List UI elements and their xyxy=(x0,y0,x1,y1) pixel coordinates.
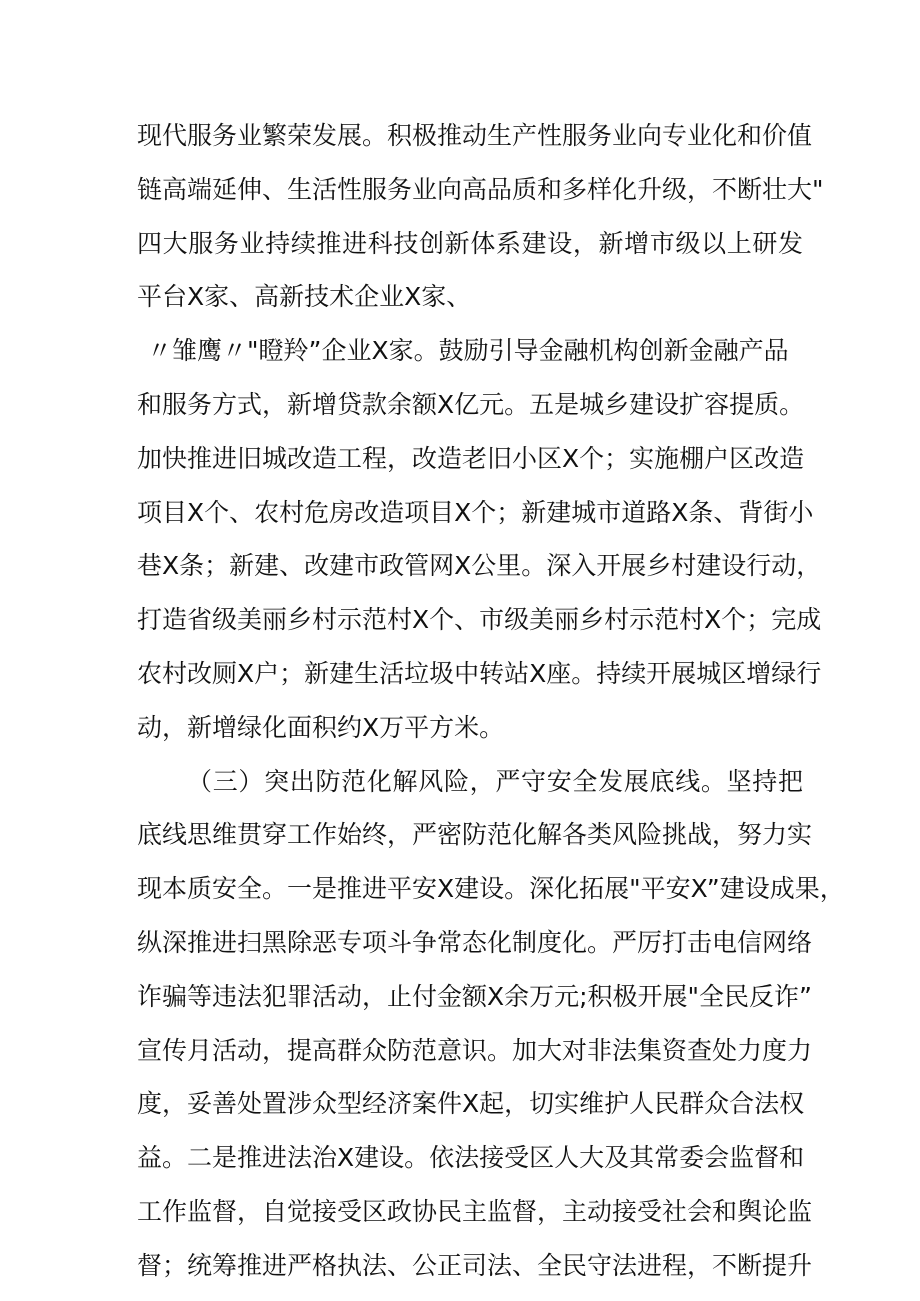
text-line: 和服务方式，新增贷款余额X亿元。五是城乡建设扩容提质。 xyxy=(137,389,805,419)
text-line: 现代服务业繁荣发展。积极推动生产性服务业向专业化和价值 xyxy=(137,121,813,150)
text-line: 动，新增绿化面积约X万平方米。 xyxy=(137,712,505,742)
text-line: 打造省级美丽乡村示范村X个、市级美丽乡村示范村X个；完成 xyxy=(137,605,822,635)
section-heading-line: （三）突出防范化解风险，严守安全发展底线。坚持把 xyxy=(187,766,803,796)
text-line: 平台X家、高新技术企业X家、 xyxy=(137,282,472,312)
text-line: 〃雏鹰〃"瞪羚”企业X家。鼓励引导金融机构创新金融产品 xyxy=(147,336,789,366)
text-line: 现本质安全。一是推进平安X建设。深化拓展"平安X”建设成果， xyxy=(137,874,845,904)
text-line: 底线思维贯穿工作始终，严密防范化解各类风险挑战，努力实 xyxy=(137,820,813,850)
text-line: 益。二是推进法治X建设。依法接受区人大及其常委会监督和 xyxy=(137,1143,805,1173)
text-line: 度，妥善处置涉众型经济案件X起，切实维护人民群众合法权 xyxy=(137,1089,805,1119)
text-line: 农村改厕X户；新建生活垃圾中转站X座。持续开展城区增绿行 xyxy=(137,658,822,688)
text-line: 巷X条；新建、改建市政管网X公里。深入开展乡村建设行动， xyxy=(137,551,822,581)
text-line: 督；统筹推进严格执法、公正司法、全民守法进程，不断提升 xyxy=(137,1250,813,1280)
text-line: 宣传月活动，提高群众防范意识。加大对非法集资查处力度力 xyxy=(137,1035,813,1065)
text-line: 诈骗等违法犯罪活动，止付金额X余万元;积极开展"全民反诈” xyxy=(137,981,813,1011)
text-line: 工作监督，自觉接受区政协民主监督，主动接受社会和舆论监 xyxy=(137,1196,813,1226)
text-line: 加快推进旧城改造工程，改造老旧小区X个；实施棚户区改造 xyxy=(137,443,805,473)
text-line: 链高端延伸、生活性服务业向高品质和多样化升级，不断壮大" xyxy=(137,174,824,204)
text-line: 四大服务业持续推进科技创新体系建设，新增市级以上研发 xyxy=(137,228,803,258)
text-line: 项目X个、农村危房改造项目X个；新建城市道路X条、背街小 xyxy=(137,497,814,527)
text-line: 纵深推进扫黑除恶专项斗争常态化制度化。严厉打击电信网络 xyxy=(137,927,813,957)
document-body xyxy=(137,109,845,1293)
